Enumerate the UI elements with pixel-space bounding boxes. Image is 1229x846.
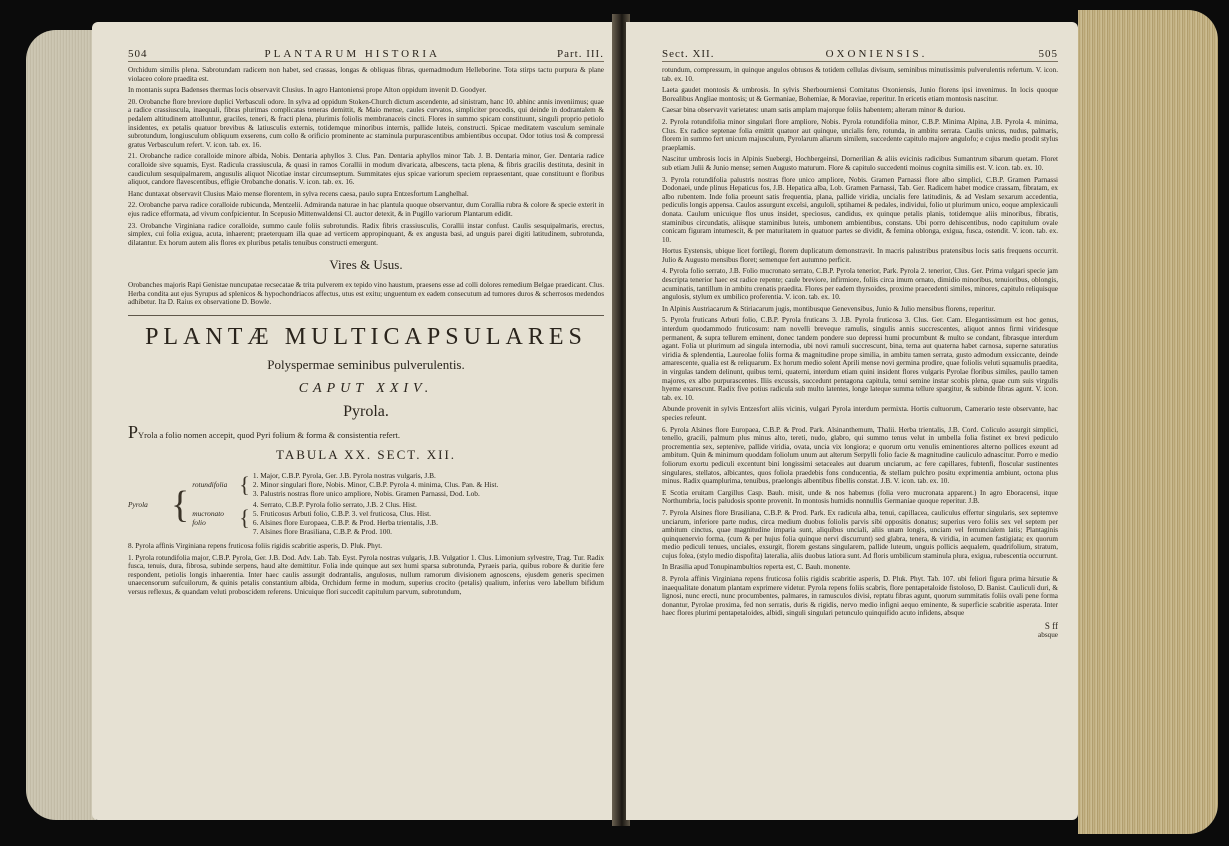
right-page bbox=[626, 22, 1078, 820]
group-name: mucronato folio bbox=[192, 509, 224, 528]
scheme-root: Pyrola bbox=[128, 500, 148, 510]
drop-cap: P bbox=[128, 422, 139, 443]
paragraph: E Scotia eruitam Cargillus Casp. Bauh. misit, unde & nos habemus (folia vero mucronata apparent.) In agro Eboracensi, itque Northumbria, locis paludosis sponte provenit. In montosis humidis nonnullis Germaniae quoque reperitur. J.B. bbox=[662, 488, 1058, 506]
right-running-head bbox=[662, 48, 1058, 62]
paragraph: Laeta gaudet montosis & umbrosis. In sylvis Sherbourniensi Comitatus Oxoniensis, Junio florens ipsi invenimus. In locis quoque Borealibus Angliae montosis; ut & Germaniae, Bohemiae, & Moraviae, reperitur. In ericetis etiam montosis nascitur. bbox=[662, 86, 1058, 103]
paragraph: 2. Pyrola rotundifolia minor singulari flore ampliore, Nobis. Pyrola rotundifolia minor, C.B.P. Minima Alpina, J.B. Pyrola 4. minima, Clus. Ex radice septenae folia emittit quatuor aut quinque, uncialis fere, rotunda, in ambitu serrata. Caulis unicus, nudus, palmaris, florem in summo fert unicum majusculum, Pyrolarum aliarum similem, succedente capitulo majore angulofo; e cujus medio prodit stylus praeplamis. bbox=[662, 117, 1058, 152]
group-items bbox=[253, 471, 498, 498]
left-top-paragraphs bbox=[128, 66, 604, 247]
brace: { bbox=[239, 505, 250, 531]
catchword: absque bbox=[1038, 631, 1058, 640]
paragraph: 7. Pyrola Alsines flore Brasiliana, C.B.P. & Prod. Park. Ex radicula alba, tenui, capillacea, cauliculus effertur singularis, sex septemve unciarum, inferiore parte nudus, circa medium duobus foliolis parvis sibi oppositis donatus; superius vero foliis sex vel septem per ambitum cinctus, quae magnitudine imparia sunt, aliquibus unciali, aliis unam longis, unciam vel femuncialem latis; Plantaginis quinquenervio forma, (cum & per hujus folia quinque nervi discurrunt) sed glabra, tenera, & viridia, in acumen fastigiata; ex quorum medio pediculi tenues, unciales, exsurgit, florem gestans singularem, pallide luteum, unguis pollicis aequalem, quadrifolium, stratum, cujus folea, (stylo medio dispofita) lateralia, aliis duobus latiora sunt. Ad floris umbilicum staminula plura, exigua, rubescentia occurrunt. bbox=[662, 508, 1058, 560]
scheme-group bbox=[192, 471, 498, 498]
paragraph: 23. Orobanche Virginiana radice coralloide, summo caule foliis subrotundis. Radix fibris crassiusculis, Corallii instar confust. Caulis sesquipalmaris, erectus, simplex, cui folia exigua, acuta, inhaerent; praeterquam illa quae ad verticem appropinquant, & ex angusta basi, ad unguis parei digiti latitudinem, subrotunda, dilatantur. Ex horum autem alis flores ex pluribus petalis tenuibus constructi emergunt. bbox=[128, 221, 604, 247]
paragraph: 8. Pyrola affinis Virginiana repens fruticosa foliis rigidis scabritie asperis, D. Pluk. Phyt. Tab. 107. ubi feliori figura prima hirsutie & inaequalitate donatum plantam exprimere videtur. Pyrola repens foliis scabris, flore pentapetaloide fistoloso, D. Banist. Cauliculi duri, & lignosi, nunc erecti, nunc procumbentes, palmares, in ramusculos divisi, reptatu fibras agunt, quorum summitatis foliis ovali pene forma donantur, Pyrolae proxima, fed non serratis, duris & rigidis, nervo medio infigni aequo eminente, & superficie scabritie asperata. Inter haec flores plurimi pentapetaloides, albidi, singuli singulari petunculo quinquifido acuto infidens, absque bbox=[662, 575, 1058, 618]
list-item: 3. Palustris nostras flore unico ampliore, Nobis. Gramen Parnassi, Dod. Lob. bbox=[252, 489, 480, 499]
brace: { bbox=[239, 471, 250, 497]
paragraph: 3. Pyrola rotundifolia palustris nostras flore unico ampliore, Nobis. Gramen Parnassi flore albo simplici, C.B.P. Gramen Parnassi Dodonaei, unde plinus Hepaticus fos, J.B. Hepatica alba, Lob. Gramen Parnassi, Tab. Ger. Radicem habet modice crassam, fibratam, ex albo rubentem. Inde folia proeunt satis frequentia, plana, pallide viridia, uncialis fere latitudinis, & ad Veslam sexarum accedentia, pediculis longis appensa. Caulos assurgunt excelsi, anguloli, sptihamei & pedales, individui, folio ut plurimum unico, eoque amplexicauli donata. Caulum unicuique flos unus insidet, speciosus, candidus, ex quinque petalis planis, totidemque aliis minoribus, fibratis, staminibus circundatis, aliisque staminibus luteis, umbonem ambientibus, constans. Ubi porro dehiscentibus, nodo capitulum ovale conicam figuram intumescit, & per maturitatem in quatuor partes se dividit, & femina oblonga, exigua, fusca, ostendit. V. icon. tab. ex. 10. bbox=[662, 175, 1058, 244]
paragraph: Nascitur umbrosis locis in Alpinis Suebergi, Hochbergeinsi, Dornerilian & aliis evicinis radicibus Sumantrum sibarum quetam. Floret sub etiam Julii & Junio mense; semen Augusto maturum. Flore & capitulo succedenti moinus cognita similis est. V. icon. tab. ex. 10. bbox=[662, 155, 1058, 172]
section-title: PLANTÆ MULTICAPSULARES bbox=[145, 324, 587, 351]
right-section: Sect. XII. bbox=[662, 48, 715, 60]
paragraph: 21. Orobanche radice coralloide minore albida, Nobis. Dentaria aphyllos 3. Clus. Pan. Dentaria aphyllos minor Tab. J. B. Dentaria minor, Ger. Dentaria radice coralloide sive squamis, Eyst. Radicula crassiuscula, & quasi in ramos Corallii in modum divaricata, albescens, tacta plena, & fibris gracilis destituta, desinit in caudiculum sesquipalmarem, angusulis aliquot Nicotiae instar circumseptum. Summitates ejus spicae variorum speciem repraesentant, quae constituunt e floribus aliquot, candore flavescentibus, effigie Orobanche donatis. V. icon. tab. ex. 16. bbox=[128, 152, 604, 187]
right-running-title: OXONIENSIS. bbox=[825, 48, 928, 60]
group-items bbox=[253, 500, 438, 536]
left-page-number: 504 bbox=[128, 48, 148, 60]
intro-text: Yrola a folio nomen accepit, quod Pyri folium & forma & consistentia refert. bbox=[138, 430, 401, 441]
paragraph: 4. Pyrola folio serrato, J.B. Folio mucronato serrato, C.B.P. Pyrola tenerior, Park. Pyrola 2. tenerior, Clus. Ger. Prima vulgari specie jam descripta tenerior haec est radice repente; caule breviore, infirmiore, foliis circa imum ornato, dimidio minoribus, tenuioribus, oblongis, acuminatis, tantillum in ambitu crenatis praedita. Flores per eadem thyrsoides, proxime praecedenti similes, minores, capitulo reliquisque angulosis, stylum ex umbilico proferentia. V. icon. tab. ex. 10. bbox=[662, 267, 1058, 302]
chapter-heading: CAPUT XXIV. bbox=[298, 381, 434, 397]
book-right-edge bbox=[1078, 10, 1218, 834]
paragraph: Hortus Eystensis, ubique licet fortilegi, florem duplicatum demonstravit. In macris palustribus pratensibus locis satis frequens occurrit. Julio & Augusto mensibus floret; semenque fert autumno perficit. bbox=[662, 247, 1058, 264]
paragraph: 20. Orobanche flore breviore duplici Verbasculi odore. In sylva ad oppidum Stoken-Church dictum ascendente, ad sinistram, hanc 10. abhinc annis inveniimus; quae a radice crassiuscula, inaequali, fibras plurimas complicatas teneras demittit, & Maio mense, caules curvatos, simpliciter procedis, qui deinde in dodrantalem & pedalem altitudinem attolluntur, graciles, teneri, & fracti plena, plurimis foliolis membranaceis cincti. Flores in summo spicam constituunt, singuli proprio petiolo insidentes, ex petalis quatuor brevibus & latiusculis externis, totidemque minoribus internis, pallide luteis, constructi. Spicae meditatem vasculum seminale subrotundum, longiusculum obliquum exserens, cum collo & orificio prominente ac staminula purpurascentibus ambientibus occupat. Odor totius tosi & compressi gratus Verbasculum refert. V. icon. tab. ex. 16. bbox=[128, 97, 604, 149]
divider bbox=[128, 315, 604, 316]
paragraph: In montanis supra Badenses thermas locis observavit Clusius. In agro Hantoniensi prope Alton oppidum invenit D. Goodyer. bbox=[128, 86, 487, 95]
paragraph: Hanc duntaxat observavit Clusius Maio mense florentem, in sylva recens caesa, paulo supra Entzesfortum Langhelhal. bbox=[128, 189, 469, 198]
section-subtitle: Polyspermae seminibus pulverulentis. bbox=[267, 357, 465, 373]
left-part: Part. III. bbox=[557, 48, 604, 60]
genus-heading: Pyrola. bbox=[343, 403, 389, 421]
paragraph: 22. Orobanche parva radice coralloide rubicunda, Mentzelii. Admiranda naturae in hac plantula quoque observantur, dum Corallia rubra & colore & specie exterit in ejus radice efformata, ad vivum confpicientur. In Scepusio Mittenwaldensi Cl. auctor detexit, & in Pugillo variorum Plantarum edidit. bbox=[128, 201, 604, 218]
list-item: 1. Major, C.B.P. Pyrola, Ger. J.B. Pyrola nostras vulgaris, J.B. bbox=[252, 471, 436, 481]
paragraph: rotundum, compressum, in quinque angulos obtusos & totidem cellulas divisum, seminibus minutissimis pulverulentis refertum. V. icon. tab. ex. 10. bbox=[662, 66, 1058, 83]
brace: { bbox=[171, 483, 190, 526]
right-paragraphs bbox=[662, 66, 1058, 618]
paragraph: Orchidum similis plena. Sabrotundam radicem non habet, sed crassas, longas & obliquas fibras, quemadmodum Helleborine. Tota stirps tactu purpura & plane violaceo colore praedita est. bbox=[128, 66, 604, 83]
list-item: 4. Serrato, C.B.P. Pyrola folio serrato, J.B. 2 Clus. Hist. bbox=[252, 500, 417, 510]
list-item: 6. Alsines flore Europaea, C.B.P. & Prod. Herba trientalis, J.B. bbox=[252, 518, 438, 528]
paragraph: 1. Pyrola rotundifolia major, C.B.P. Pyrola, Ger. J.B. Dod. Adv. Lab. Tab. Eyst. Pyrola nostras vulgaris, J.B. Vulgatior 1. Clus. Limonium sylvestre, Trag. Tur. Radix fusca, tenuis, dura, fibrosa, subinde serpens, haud alte demittitur. Folia inde quinque aut sex humi sparsa subrotunda, Pyraeis paria, quibus robore & duritie fere respondent, petiolis longis inhaerentia. Inter haec caulis assurgit dodrantalis, angulosus, nullum ramorum divisionem agnoscens, ejusdem generis specimen unaecensorum sufcuilorum, & quinis petalis constantium albida, Orchidum ferme in modum, superius crocito (petalis) qualium, inferius vero labellum bifidum versus reflexus, & quandam veluti proboscidem referens. Unicuique flori succedit capitulum parvum, subrotundum, bbox=[128, 553, 604, 597]
paragraph: In Alpinis Austriacarum & Stiriacarum jugis, montibusque Genevensibus, Junio & Julio mensibus florens, reperitur. bbox=[662, 304, 996, 313]
list-item: 5. Fruticosus Arbuti folio, C.B.P. 3. vel fruticosa, Clus. Hist. bbox=[252, 509, 432, 519]
left-running-title: PLANTARUM HISTORIA bbox=[264, 48, 440, 60]
paragraph: 6. Pyrola Alsines flore Europaea, C.B.P. & Prod. Park. Alsinanthemum, Thalii. Herba trientalis, J.B. Cord. Coliculo assurgit simplici, tenello, gracili, palmum plus minus alto, tereti, nudo, glabro, qui summo tenus velut in umbella folia fistinet ex brevi pediculo procrementia sex, septenive, pallide viridia, ovata, uncia vix longiora; e quorum ortu venulis eminentiores alterno pollices exeunt ad ambitum. Quin & minimum quoddam foliolum unum aut alterum Serpylli folio facie & magnitudine cauliculo adnascitur. Porro e medio foliorum exortu pediculi excentunt bini longissimi setaceales aut duarum unciarum, ac fere capillares, fubtenfi, floscular sustinentes singulares, stellatos, albicantes, quos foliola praedebis fons conducentia, & stellam pulchro positu exprimentia ambiunt, octona plus minus. Radix quamplurima, tenuibus, praelongis albentibus fibellis constat. J.B. V. icon. tab. ex. 10. bbox=[662, 425, 1058, 486]
paragraph: Abunde provenit in sylvis Entzesfort aliis vicinis, vulgari Pyrola interdum permixta. Hortis cultuorum, Camerario teste observante, hac species refeunt. bbox=[662, 405, 1058, 422]
paragraph: In Brasilia apud Tonupinambultios reperta est, C. Bauh. monente. bbox=[662, 563, 851, 572]
scheme-groups bbox=[192, 471, 498, 538]
scheme-group bbox=[192, 500, 498, 536]
vires-heading: Vires & Usus. bbox=[329, 257, 403, 273]
extra-line: 8. Pyrola affinis Virginiana repens fruticosa foliis rigidis scabritie asperis, D. Pluk. Phyt. bbox=[128, 542, 383, 551]
paragraph: Caesar bina observavit varietates: unam satis amplam majorque foliis habentem; alteram minor & duriou. bbox=[662, 106, 966, 115]
list-item: 7. Alsines flore Brasiliana, C.B.P. & Prod. 100. bbox=[252, 527, 392, 537]
right-page-number: 505 bbox=[1038, 48, 1058, 60]
paragraph: 5. Pyrola fruticans Arbuti folio, C.B.P. Pyrola fruticans 3. J.B. Pyrola fruticosa 3. Clus. Ger. Cam. Elegantissimum est hoc genus, interdum quodammodo fruticosum: nam novelli breveque ramulis, singulis annis succrescentes, aliquot annos firmi viridesque permanent, & supra tellurem eminent, donec tandem pondere suo depressi humi procumbunt & multo se condant, fibrasque interdum agant. Folia ut plurimum ad singula internodia, ubi novi ramuli succrescunt, bina, terna aut quaterna habet carnosa, superne saturatius viridia & splendentia, Laureolae foliis forma & magnitudine prope similia, in ambitu tamen serrata, gusto admodum exsiccante, deinde amarescente, qualia est & reliquarum. Ex horum medio solent Aprili mense novi germina prodire, quae foliolis veluti squamulis praedita, in virgulas tandem delinunt, quibus terni, quaterni, interdum etiam quini insident flores vulgaris Pyrolae floribus similes, paullo tamen majores, ex albo purpurascentes. Iliis excussis, succedunt pentagona capitula, tenui semine instar scobis plena, quae cum suis virgulis hyeme exarescunt. Radix five potius radicula sub multo latentes, longe lateque summa tellure spargitur, & subinde fibras agunt. V. icon. tab. ex. 10. bbox=[662, 316, 1058, 402]
list-item: 2. Minor singulari flore, Nobis. Minor, C.B.P. Pyrola 4. minima, Clus. Pan. & Hist. bbox=[252, 480, 499, 490]
table-heading: TABULA XX. SECT. XII. bbox=[275, 447, 457, 463]
book-left-edge bbox=[26, 30, 96, 820]
group-name: rotundifolia bbox=[192, 480, 228, 490]
intro-paragraph bbox=[128, 422, 604, 443]
vires-paragraph: Orobanches majoris Rapi Genistae nuncupatae recsecatae & trita pulverem ex tepido vino haustum, praesens esse ad colli dolores remedium Belgae praedicant. Clus. Herba condita aut ejus Syrupus ad splenicos & hypochondriacos affectus, utus est exitu; unguentum ex eadem consecutum ad tumores duros & scherrosos medendos adhibetur. Ita D. Raius ex observatione D. Bowle. bbox=[128, 281, 604, 307]
left-running-head bbox=[128, 48, 604, 62]
left-page bbox=[92, 22, 618, 820]
classification-scheme bbox=[128, 471, 604, 538]
signature-mark: S ff bbox=[1044, 621, 1058, 632]
